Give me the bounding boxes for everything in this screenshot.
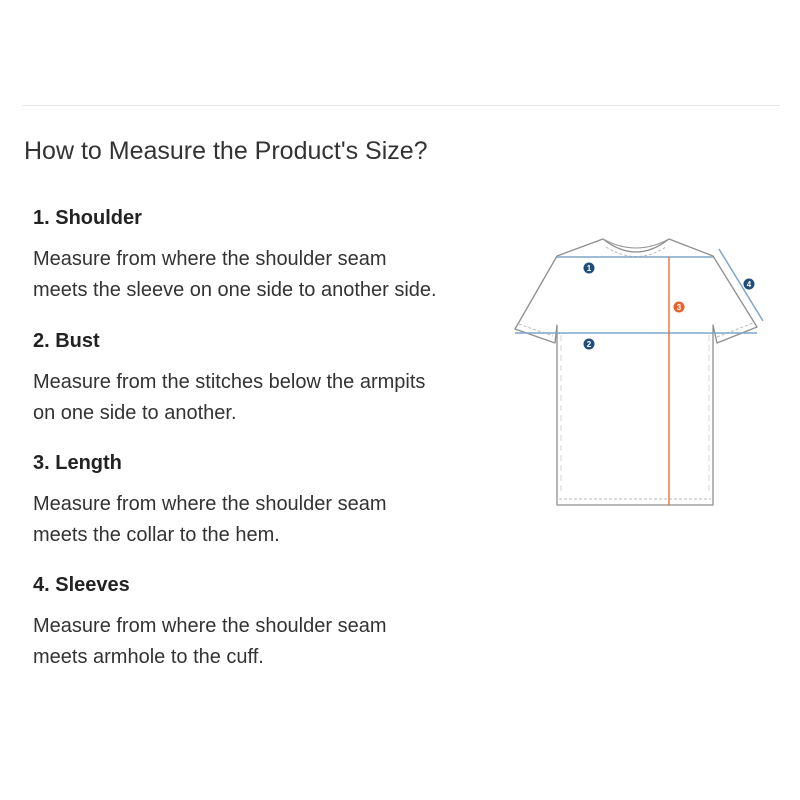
page-title: How to Measure the Product's Size?	[24, 137, 428, 165]
section-description	[33, 611, 513, 673]
description-line: Measure from where the shoulder seam	[33, 615, 387, 637]
section-shoulder	[33, 206, 513, 306]
description-line: Measure from where the shoulder seam	[33, 493, 387, 515]
marker-1	[584, 263, 595, 274]
section-heading: 3. Length	[33, 452, 122, 474]
tshirt-illustration	[505, 225, 775, 525]
svg-text:2: 2	[586, 340, 592, 349]
description-line: meets armhole to the cuff.	[33, 646, 264, 668]
section-heading: 4. Sleeves	[33, 574, 130, 596]
section-heading: 1. Shoulder	[33, 207, 142, 229]
top-divider	[22, 105, 780, 106]
svg-text:4: 4	[746, 280, 752, 289]
section-sleeves	[33, 573, 513, 673]
section-bust	[33, 329, 513, 429]
marker-4	[744, 279, 755, 290]
section-description	[33, 489, 513, 551]
section-length	[33, 451, 513, 551]
section-description	[33, 244, 513, 306]
section-description	[33, 367, 513, 429]
description-line: meets the sleeve on one side to another side.	[33, 279, 437, 301]
section-heading: 2. Bust	[33, 330, 100, 352]
description-line: meets the collar to the hem.	[33, 524, 280, 546]
description-line: Measure from where the shoulder seam	[33, 248, 387, 270]
tshirt-diagram	[505, 225, 775, 525]
svg-text:3: 3	[676, 303, 682, 312]
svg-text:1: 1	[586, 264, 592, 273]
marker-3	[674, 302, 685, 313]
description-line: Measure from the stitches below the armpits	[33, 371, 426, 393]
marker-2	[584, 339, 595, 350]
description-line: on one side to another.	[33, 402, 237, 424]
tshirt-outline	[515, 239, 757, 505]
